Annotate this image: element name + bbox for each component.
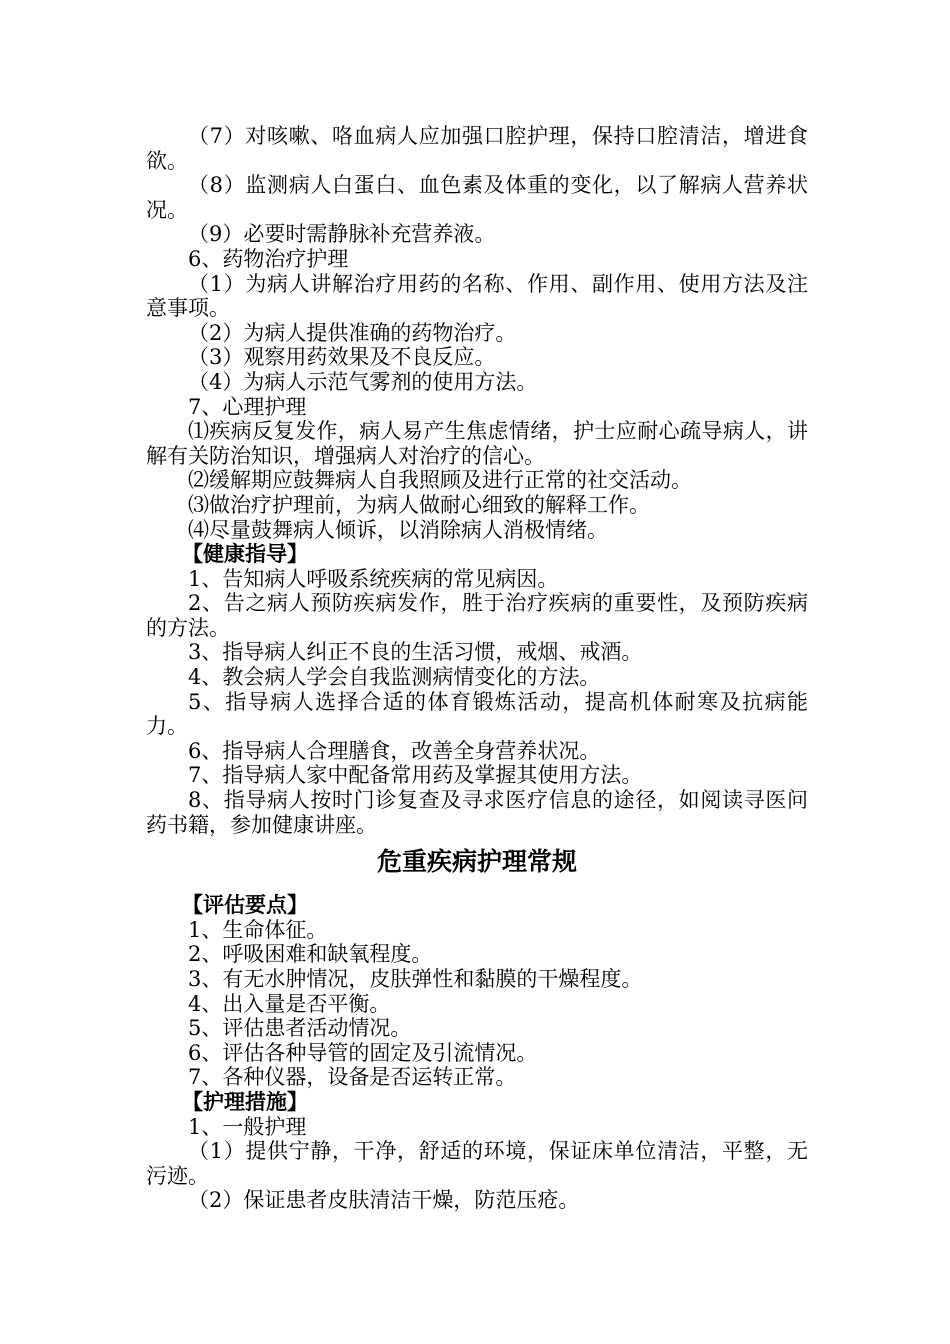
paragraph: ⑵缓解期应鼓舞病人自我照顾及进行正常的社交活动。: [188, 468, 692, 493]
list-item: 6、评估各种导管的固定及引流情况。: [188, 1040, 538, 1065]
paragraph: （7）对咳嗽、咯血病人应加强口腔护理，保持口腔清洁，增进食欲。: [146, 124, 808, 173]
list-item: 2、告之病人预防疾病发作，胜于治疗疾病的重要性，及预防疾病的方法。: [146, 591, 808, 640]
list-item: 2、呼吸困难和缺氧程度。: [188, 942, 433, 967]
health-guidance-heading: 【健康指导】: [182, 542, 308, 567]
list-item: 3、指导病人纠正不良的生活习惯，戒烟、戒酒。: [188, 640, 643, 665]
list-item: 3、有无水肿情况，皮肤弹性和黏膜的干燥程度。: [188, 967, 643, 991]
paragraph: （4）为病人示范气雾剂的使用方法。: [188, 369, 538, 394]
paragraph: （1）为病人讲解治疗用药的名称、作用、副作用、使用方法及注意事项。: [146, 271, 808, 321]
nursing-measures-list: [146, 1115, 808, 1213]
assessment-heading: 【评估要点】: [182, 893, 308, 918]
paragraph: 7、心理护理: [188, 394, 307, 419]
list-item: 4、出入量是否平衡。: [188, 991, 391, 1016]
list-item: 1、告知病人呼吸系统疾病的常见病因。: [188, 566, 559, 591]
paragraph: 6、药物治疗护理: [188, 246, 349, 271]
paragraph: ⑷尽量鼓舞病人倾诉，以消除病人消极情绪。: [188, 517, 608, 542]
list-item: 1、生命体征。: [188, 917, 328, 942]
list-item: 5、指导病人选择合适的体育锻炼活动，提高机体耐寒及抗病能力。: [146, 689, 808, 739]
health-guidance-list: [146, 567, 808, 838]
list-item: （2）保证患者皮肤清洁干燥，防范压疮。: [188, 1188, 580, 1213]
document-page: [146, 124, 808, 1213]
list-item: 7、各种仪器，设备是否运转正常。: [188, 1065, 517, 1090]
paragraph: （9）必要时需静脉补充营养液。: [188, 222, 496, 247]
list-item: 7、指导病人家中配备常用药及掌握其使用方法。: [188, 763, 643, 788]
list-item: 5、评估患者活动情况。: [188, 1016, 412, 1041]
nursing-measures-heading: 【护理措施】: [182, 1089, 308, 1114]
list-item: 8、指导病人按时门诊复查及寻求医疗信息的途径，如阅读寻医问药书籍，参加健康讲座。: [146, 788, 808, 837]
list-item: 6、指导病人合理膳食，改善全身营养状况。: [188, 738, 601, 763]
list-item: 4、教会病人学会自我监测病情变化的方法。: [188, 665, 601, 690]
section-title: 危重疾病护理常规: [376, 847, 577, 877]
paragraph: ⑴疾病反复发作，病人易产生焦虑情绪，护士应耐心疏导病人，讲解有关防治知识，增强病人对治疗的信心。: [146, 419, 808, 468]
list-item: （1）提供宁静，干净，舒适的环境，保证床单位清洁，平整，无污迹。: [146, 1139, 808, 1188]
list-item: 1、一般护理: [188, 1114, 307, 1139]
section-continued: [146, 124, 808, 542]
assessment-list: [146, 918, 808, 1090]
paragraph: （3）观察用药效果及不良反应。: [188, 345, 496, 370]
paragraph: （2）为病人提供准确的药物治疗。: [188, 320, 517, 345]
paragraph: （8）监测病人白蛋白、血色素及体重的变化，以了解病人营养状况。: [146, 173, 808, 222]
paragraph: ⑶做治疗护理前，为病人做耐心细致的解释工作。: [188, 492, 650, 517]
